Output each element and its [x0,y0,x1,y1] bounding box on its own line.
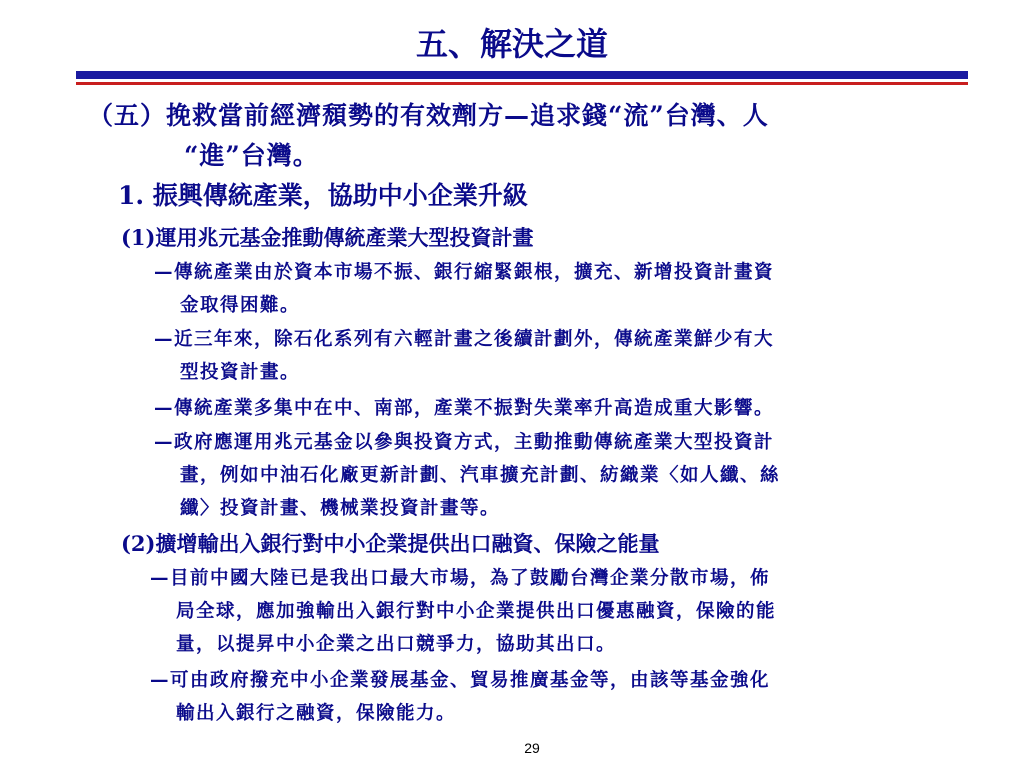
page-number: 29 [524,740,540,756]
bullet-line: 量，以提昇中小企業之出口競爭力，協助其出口。 [176,634,617,655]
item-2-bullet [150,664,950,730]
item-2-bullet [150,562,950,661]
sub-heading-1: 1. 振興傳統產業，協助中小企業升級 [118,181,528,210]
item-1-bullet [154,323,954,389]
title-rule-blue [76,71,968,79]
item-1-bullet [154,256,954,322]
item-1-bullet [154,426,954,525]
item-2-heading: (2)擴增輸出入銀行對中小企業提供出口融資、保險之能量 [121,531,660,556]
section-heading [88,96,988,176]
bullet-line: 金取得困難。 [180,295,301,316]
bullet-line: 型投資計畫。 [180,362,301,383]
slide-title: 五、解決之道 [415,25,608,63]
item-1-heading: (1)運用兆元基金推動傳統產業大型投資計畫 [121,225,534,250]
bullet-line: —政府應運用兆元基金以參與投資方式，主動推動傳統產業大型投資計 [154,432,775,453]
bullet-line: 畫，例如中油石化廠更新計劃、汽車擴充計劃、紡織業〈如人纖、絲 [180,465,781,486]
bullet-line: 局全球，應加強輸出入銀行對中小企業提供出口優惠融資，保險的能 [176,601,777,622]
bullet-line: 輸出入銀行之融資，保險能力。 [176,703,457,724]
bullet-line: —傳統產業多集中在中、南部，產業不振對失業率升高造成重大影響。 [154,398,775,419]
item-1-bullet [154,392,954,425]
bullet-line: —傳統產業由於資本市場不振、銀行縮緊銀根，擴充、新增投資計畫資 [154,262,775,283]
bullet-line: —目前中國大陸已是我出口最大市場，為了鼓勵台灣企業分散市場，佈 [150,568,771,589]
bullet-line: 纖〉投資計畫、機械業投資計畫等。 [180,498,501,519]
bullet-line: —可由政府撥充中小企業發展基金、貿易推廣基金等，由該等基金強化 [150,670,771,691]
bullet-line: —近三年來，除石化系列有六輕計畫之後續計劃外，傳統產業鮮少有大 [154,329,775,350]
section-heading-line-1: （五）挽救當前經濟頹勢的有效劑方—追求錢“流”台灣、人 [88,101,769,130]
section-heading-line-2: “進”台灣。 [184,141,319,170]
title-rule-red [76,82,968,85]
